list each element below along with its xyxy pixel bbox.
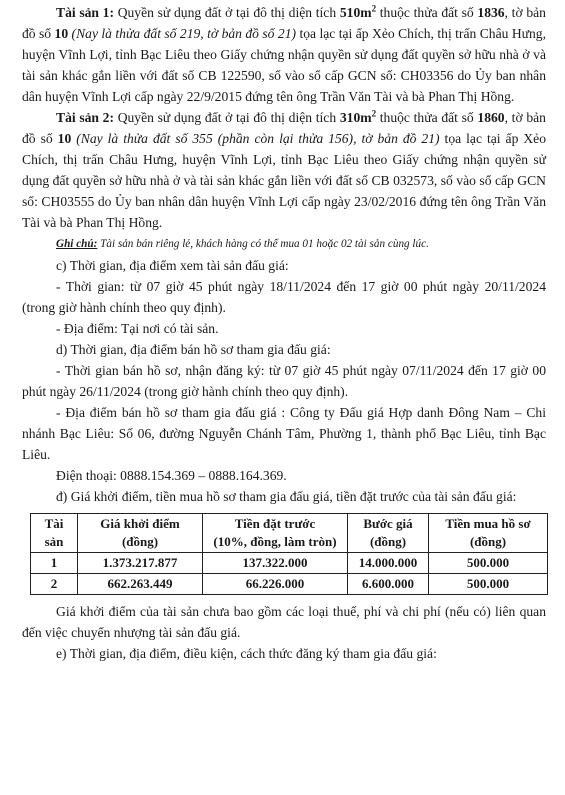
sale-note bbox=[22, 234, 546, 255]
price-table bbox=[30, 513, 548, 595]
col-header-price-step: Bước giá (đồng) bbox=[348, 514, 429, 553]
table-cell: 500.000 bbox=[429, 553, 548, 574]
col-header-deposit: Tiền đặt trước (10%, đồng, làm tròn) bbox=[203, 514, 348, 553]
asset-1-text-c: , tờ bản đồ số bbox=[22, 5, 546, 41]
table-cell: 1.373.217.877 bbox=[78, 553, 203, 574]
asset-1-area-sup: 2 bbox=[371, 3, 377, 14]
asset-1-parcel: 1836 bbox=[477, 5, 505, 20]
table-cell: 1 bbox=[31, 553, 78, 574]
section-d-phone: Điện thoại: 0888.154.369 – 0888.164.369. bbox=[56, 468, 287, 483]
section-dd-heading: đ) Giá khởi điểm, tiền mua hồ sơ tham gia đấu giá, tiền đặt trước của tài sản đấu giá: bbox=[56, 489, 517, 504]
table-cell: 662.263.449 bbox=[78, 574, 203, 595]
col-header-asset: Tài sản bbox=[31, 514, 78, 553]
table-cell: 2 bbox=[31, 574, 78, 595]
asset-2-paragraph bbox=[22, 107, 546, 233]
asset-1-text-d: tọa lạc tại ấp Xẻo Chích, thị trấn Châu Hưng, huyện Vĩnh Lợi, tỉnh Bạc Liêu theo Giấy chứng nhận quyền sử dụng đất quyền sở hữu nhà ở và tài sản khác gắn liền với đất số CB 122590, số vào sổ cấp GCN số: CH03356 do Ủy ban nhân dân huyện Vĩnh Lợi cấp ngày 22/9/2015 đứng tên ông Trần Văn Tài và bà Phan Thị Hồng. bbox=[22, 26, 546, 104]
col-header-starting-price: Giá khởi điểm (đồng) bbox=[78, 514, 203, 553]
asset-1-map: 10 bbox=[54, 26, 69, 41]
section-d-time: - Thời gian bán hồ sơ, nhận đăng ký: từ 07 giờ 45 phút ngày 07/11/2024 đến 17 giờ 00 phút ngày 26/11/2024 (trong giờ hành chính theo quy định). bbox=[22, 363, 546, 399]
section-c-place: - Địa điểm: Tại nơi có tài sản. bbox=[56, 321, 219, 336]
section-c-heading: c) Thời gian, địa điểm xem tài sản đấu giá: bbox=[56, 258, 289, 273]
table-row bbox=[31, 553, 548, 574]
asset-2-area-sup: 2 bbox=[371, 108, 377, 119]
sale-note-label: Ghi chú: bbox=[56, 238, 98, 250]
asset-2-area: 310m bbox=[339, 110, 372, 125]
section-c-time: - Thời gian: từ 07 giờ 45 phút ngày 18/11/2024 đến 17 giờ 00 phút ngày 20/11/2024 (trong giờ hành chính theo quy định). bbox=[22, 279, 546, 315]
asset-1-label: Tài sản 1: bbox=[56, 5, 114, 20]
price-table-header-row bbox=[31, 514, 548, 553]
table-cell: 14.000.000 bbox=[348, 553, 429, 574]
asset-1-note: (Nay là thửa đất số 219, tờ bản đồ số 21) bbox=[68, 26, 297, 41]
section-d-heading: d) Thời gian, địa điểm bán hồ sơ tham gia đấu giá: bbox=[56, 342, 331, 357]
asset-2-text-b: thuộc thửa đất số bbox=[376, 110, 478, 125]
col-header-dossier-fee: Tiền mua hồ sơ (đồng) bbox=[429, 514, 548, 553]
asset-1-text-b: thuộc thửa đất số bbox=[376, 5, 478, 20]
asset-2-text-a: Quyền sử dụng đất ở tại đô thị diện tích bbox=[114, 110, 340, 125]
asset-2-parcel: 1860 bbox=[477, 110, 505, 125]
table-cell: 66.226.000 bbox=[203, 574, 348, 595]
asset-2-note: (Nay là thửa đất số 355 (phần còn lại thửa 156), tờ bản đồ 21) bbox=[71, 131, 440, 146]
asset-2-label: Tài sản 2: bbox=[56, 110, 114, 125]
price-exclusion-note: Giá khởi điểm của tài sản chưa bao gồm các loại thuế, phí và chi phí (nếu có) liên quan đến việc chuyển nhượng tài sản đấu giá. bbox=[22, 604, 546, 640]
asset-2-text-c: , tờ bản đồ số bbox=[22, 110, 546, 146]
section-e-heading: e) Thời gian, địa điểm, điều kiện, cách thức đăng ký tham gia đấu giá: bbox=[56, 646, 437, 661]
asset-2-map: 10 bbox=[57, 131, 72, 146]
asset-1-area: 510m bbox=[339, 5, 372, 20]
sale-note-text: Tài sản bán riêng lẻ, khách hàng có thể mua 01 hoặc 02 tài sản cùng lúc. bbox=[97, 238, 429, 250]
document-page bbox=[0, 2, 565, 795]
table-cell: 137.322.000 bbox=[203, 553, 348, 574]
table-row bbox=[31, 574, 548, 595]
asset-1-paragraph bbox=[22, 2, 546, 107]
asset-1-text-a: Quyền sử dụng đất ở tại đô thị diện tích bbox=[114, 5, 340, 20]
table-cell: 6.600.000 bbox=[348, 574, 429, 595]
table-cell: 500.000 bbox=[429, 574, 548, 595]
asset-2-text-d: tọa lạc tại ấp Xẻo Chích, thị trấn Châu Hưng, huyện Vĩnh Lợi, tỉnh Bạc Liêu theo Giấy chứng nhận quyền sử dụng đất quyền sở hữu nhà ở và tài sản khác gắn liền với đất số CB 032573, số vào sổ cấp GCN số: CH03555 do Ủy ban nhân dân huyện Vĩnh Lợi cấp ngày 23/02/2016 đứng tên ông Trần Văn Tài và bà Phan Thị Hồng. bbox=[22, 131, 546, 230]
section-d-place: - Địa điểm bán hồ sơ tham gia đấu giá : Công ty Đấu giá Hợp danh Đông Nam – Chi nhánh Bạc Liêu: Số 06, đường Nguyễn Chánh Tâm, Phường 1, thành phố Bạc Liêu, tỉnh Bạc Liêu. bbox=[22, 405, 546, 462]
